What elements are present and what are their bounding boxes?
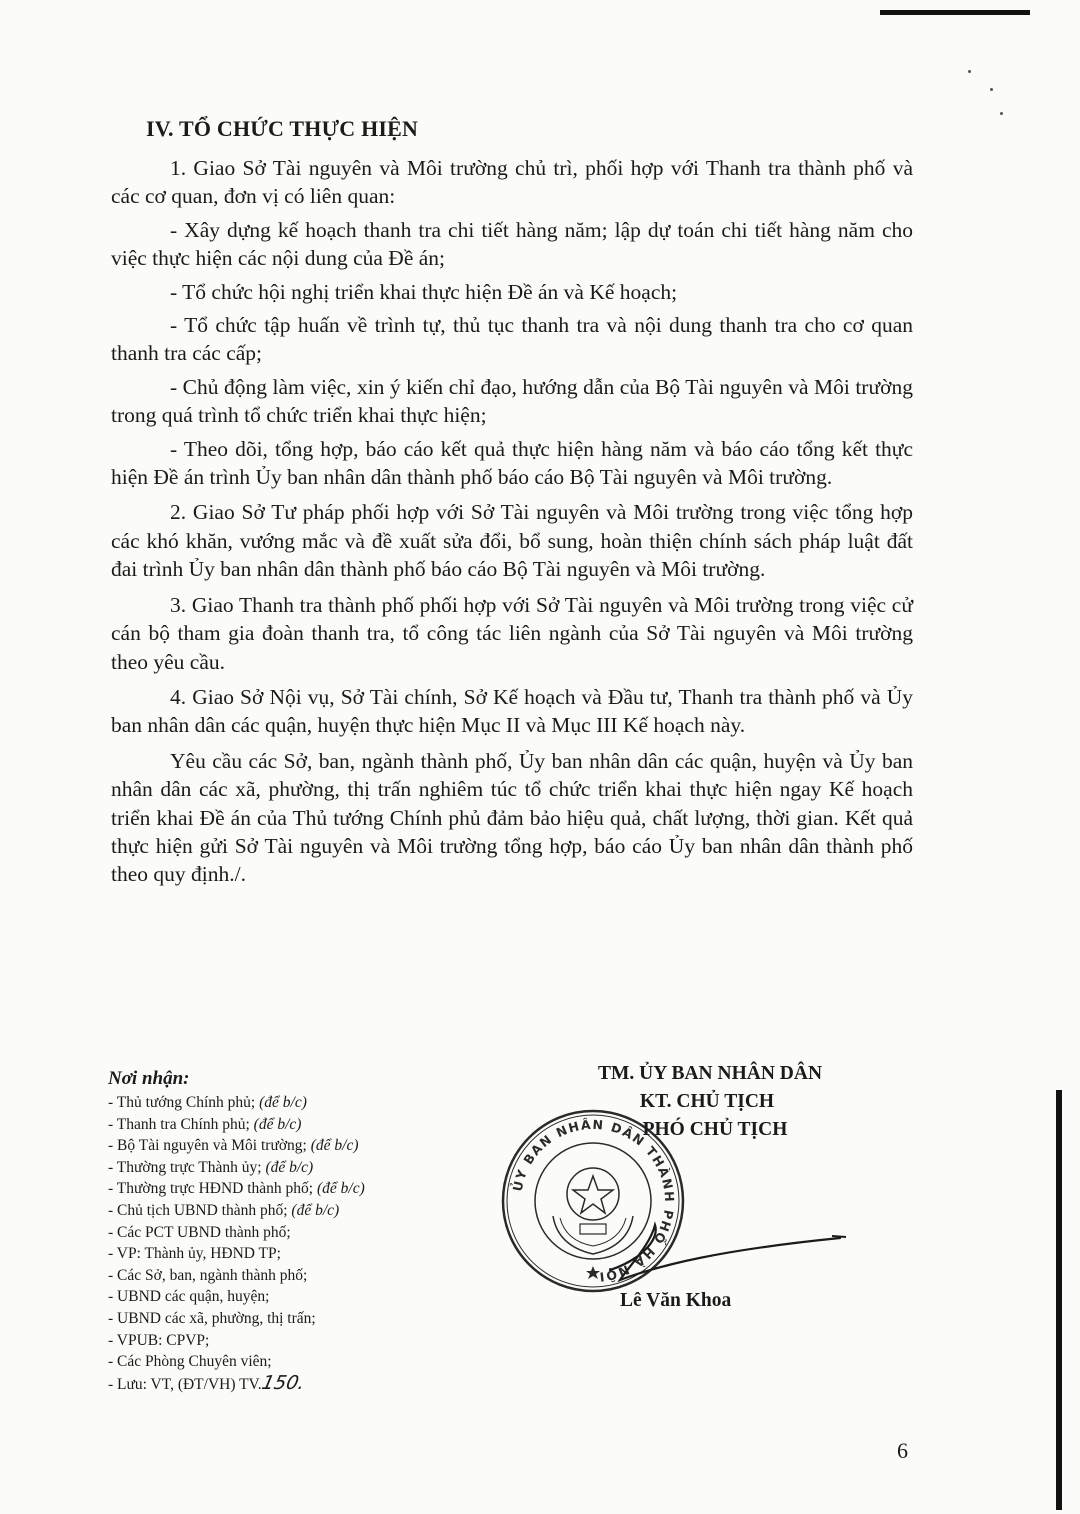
recipient-note: (để b/c) [316, 1180, 365, 1198]
signature-block [520, 1060, 900, 1144]
recipient-text: - VPUB: CPVP; [108, 1331, 210, 1349]
paragraph-1c: - Tổ chức tập huấn về trình tự, thủ tục thanh tra và nội dung thanh tra cho cơ quan thanh tra các cấp; [111, 313, 913, 366]
recipient-item [108, 1157, 428, 1179]
recipient-text: - Bộ Tài nguyên và Môi trường; [108, 1137, 311, 1155]
recipient-item [108, 1286, 428, 1308]
paragraph-1a: - Xây dựng kế hoạch thanh tra chi tiết hàng năm; lập dự toán chi tiết hàng năm cho việc thực hiện các nội dung của Đề án; [111, 217, 913, 271]
recipient-text: - VP: Thành ủy, HĐND TP; [108, 1245, 281, 1263]
recipient-text: - UBND các quận, huyện; [108, 1288, 270, 1306]
scan-edge-top [880, 10, 1030, 15]
handwritten-signature-icon [600, 1220, 850, 1290]
recipient-item [108, 1330, 428, 1352]
recipient-text: - UBND các xã, phường, thị trấn; [108, 1309, 316, 1327]
recipient-item [108, 1243, 428, 1265]
handwritten-reference: 150. [259, 1371, 307, 1394]
signer-name: Lê Văn Khoa [620, 1290, 732, 1311]
paragraph-2: 2. Giao Sở Tư pháp phối hợp với Sở Tài nguyên và Môi trường trong việc tổng hợp các khó khăn, vướng mắc và đề xuất sửa đổi, bổ sung, hoàn thiện chính sách pháp luật đất đai trình Ủy ban nhân dân thành phố báo cáo Bộ Tài nguyên và Môi trường. [111, 500, 913, 582]
recipient-item [108, 1092, 428, 1114]
recipient-text: - Các Phòng Chuyên viên; [108, 1353, 272, 1371]
recipient-note: (để b/c) [259, 1094, 307, 1111]
recipient-item [108, 1351, 428, 1373]
recipient-text: - Thủ tướng Chính phủ; [108, 1094, 260, 1111]
recipient-archive [108, 1373, 428, 1396]
signer-authority: TM. ỦY BAN NHÂN DÂN [597, 1063, 823, 1084]
recipient-text: - Các PCT UBND thành phố; [108, 1223, 291, 1241]
signer-on-behalf: KT. CHỦ TỊCH [639, 1091, 775, 1112]
recipient-text: - Chủ tịch UBND thành phố; [108, 1201, 292, 1219]
recipient-item [108, 1308, 428, 1330]
recipient-text: - Thường trực Thành ủy; [108, 1158, 266, 1176]
section-body [111, 154, 913, 894]
recipients-list [108, 1092, 428, 1373]
scan-speck [968, 70, 971, 73]
recipient-item [108, 1135, 428, 1157]
paragraph-4: 4. Giao Sở Nội vụ, Sở Tài chính, Sở Kế hoạch và Đầu tư, Thanh tra thành phố và Ủy ban nhân dân các quận, huyện thực hiện Mục II và Mục III Kế hoạch này. [111, 684, 913, 738]
scan-edge-right [1056, 1090, 1062, 1510]
recipient-item [108, 1178, 428, 1200]
recipient-item [108, 1200, 428, 1222]
recipient-item [108, 1265, 428, 1287]
paragraph-1e: - Theo dõi, tổng hợp, báo cáo kết quả thực hiện hàng năm và báo cáo tổng kết thực hiện Đề án trình Ủy ban nhân dân thành phố báo cáo Bộ Tài nguyên và Môi trường. [111, 436, 913, 490]
recipient-note: (để b/c) [265, 1158, 314, 1176]
paragraph-1b: - Tổ chức hội nghị triển khai thực hiện Đề án và Kế hoạch; [170, 279, 678, 304]
recipient-note: (để b/c) [253, 1115, 302, 1133]
scan-speck [990, 88, 993, 91]
recipient-item [108, 1222, 428, 1244]
paragraph-closing: Yêu cầu các Sở, ban, ngành thành phố, Ủy ban nhân dân các quận, huyện và Ủy ban nhân dân các xã, phường, thị trấn nghiêm túc tổ chức triển khai thực hiện ngay Kế hoạch triển khai Đề án của Thủ tướng Chính phủ đảm bảo hiệu quả, chất lượng, thời gian. Kết quả thực hiện gửi Sở Tài nguyên và Môi trường tổng hợp, báo cáo Ủy ban nhân dân thành phố theo quy định./. [111, 748, 913, 887]
recipient-text: - Các Sở, ban, ngành thành phố; [108, 1266, 308, 1284]
recipients-title: Nơi nhận: [108, 1068, 190, 1089]
recipient-note: (để b/c) [310, 1137, 359, 1155]
page-number: 6 [897, 1438, 908, 1463]
paragraph-3: 3. Giao Thanh tra thành phố phối hợp với Sở Tài nguyên và Môi trường trong việc cử cán bộ tham gia đoàn thanh tra, tổ công tác liên ngành của Sở Tài nguyên và Môi trường theo yêu cầu. [111, 592, 913, 674]
seal-text: ỦY BAN NHÂN DÂN THÀNH PHỐ HÀ NỘI [509, 1116, 678, 1285]
scan-speck [1000, 112, 1003, 115]
recipients-block [108, 1068, 428, 1395]
archive-label: - Lưu: VT, (ĐT/VH) TV. [108, 1375, 262, 1393]
signer-title: PHÓ CHỦ TỊCH [642, 1119, 788, 1140]
recipient-item [108, 1114, 428, 1136]
recipient-text: - Thường trực HĐND thành phố; [108, 1180, 317, 1198]
recipient-text: - Thanh tra Chính phủ; [108, 1115, 254, 1133]
paragraph-1: 1. Giao Sở Tài nguyên và Môi trường chủ trì, phối hợp với Thanh tra thành phố và các cơ quan, đơn vị có liên quan: [111, 156, 913, 209]
paragraph-1d: - Chủ động làm việc, xin ý kiến chỉ đạo, hướng dẫn của Bộ Tài nguyên và Môi trường trong quá trình tổ chức triển khai thực hiện; [111, 374, 913, 428]
section-heading: IV. TỔ CHỨC THỰC HIỆN [146, 116, 419, 141]
recipient-note: (để b/c) [291, 1201, 340, 1219]
